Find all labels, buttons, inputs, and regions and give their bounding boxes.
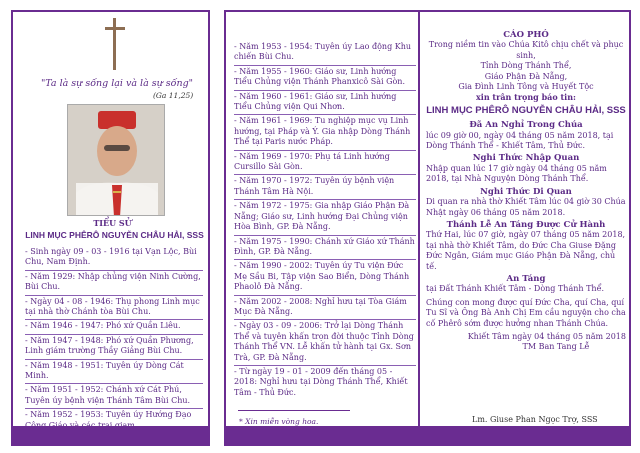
divider — [25, 408, 203, 409]
organization: TM Ban Tang Lễ — [522, 342, 590, 352]
intro-line: Tỉnh Dòng Thánh Thể, — [480, 61, 572, 71]
divider — [234, 65, 416, 66]
section-title: Đã An Nghỉ Trong Chúa — [469, 120, 583, 131]
list-item: - Năm 1953 - 1954: Tuyên úy Lao động Khu chiến Bùi Chu. — [234, 42, 412, 62]
intro-line: Gia Đình Linh Tông và Huyết Tộc — [458, 82, 594, 92]
list-item: - Ngày 04 - 08 - 1946: Thụ phong Linh mục tại nhà thờ Chánh tòa Bùi Chu. — [25, 296, 200, 317]
list-item: - Năm 1960 - 1961: Giáo sư, Linh hướng Tiểu Chủng viện Qui Nhơn. — [234, 91, 397, 112]
list-item: - Năm 1952 - 1953: Tuyên úy Hướng Đạo — [25, 410, 192, 420]
divider — [234, 90, 416, 91]
section-text: Nhập quan lúc 17 giờ ngày 04 tháng 05 năm 2018, tại Nhà Nguyện Dòng Thánh Thể. — [426, 163, 607, 184]
divider — [238, 410, 350, 411]
priest-name: LINH MỤC PHÊRÔ NGUYỄN CHÂU HẢI, SSS — [426, 104, 626, 116]
divider — [234, 259, 416, 260]
priest-name: LINH MỤC PHÊRÔ NGUYỄN CHÂU HẢI, SSS — [25, 230, 204, 240]
section-title: An Táng — [506, 273, 546, 284]
divider — [234, 150, 416, 151]
intro-line: xin trân trọng báo tin: — [476, 92, 576, 103]
divider — [25, 383, 203, 384]
panel-biography-middle — [224, 10, 423, 446]
purple-bottom-bar — [13, 426, 208, 444]
divider — [25, 319, 203, 320]
list-item: - Từ ngày 19 - 01 - 2009 đến tháng 05 - 2018: Nghỉ hưu tại Dòng Thánh Thể, Khiết Tâm - Thủ Đức. — [234, 366, 408, 397]
list-item: - Năm 1955 - 1960: Giáo sư, Linh hướng Tiểu Chủng viện Thánh Phanxicô Sài Gòn. — [234, 66, 405, 87]
biography-heading: TIỂU SỬ — [93, 218, 132, 228]
divider — [234, 174, 416, 175]
divider — [234, 319, 416, 320]
divider — [25, 359, 203, 360]
divider — [234, 295, 416, 296]
divider — [25, 270, 203, 271]
purple-bottom-bar — [226, 426, 421, 444]
section-text: lúc 09 giờ 00, ngày 04 tháng 05 năm 2018, tại Dòng Thánh Thể - Khiết Tâm, Thủ Đức. — [426, 130, 614, 151]
scripture-quote: "Ta là sự sống lại và là sự sống" — [40, 78, 194, 89]
intro-line: Trong niềm tin vào Chúa Kitô chịu chết và phục sinh, — [428, 40, 624, 60]
divider — [234, 199, 416, 200]
list-item: - Năm 1929: Nhập chủng viện Ninh Cường, Bùi Chu. — [25, 271, 201, 292]
panel-obituary — [418, 10, 631, 446]
obituary-content — [426, 30, 626, 353]
divider — [25, 295, 203, 296]
section-text: Di quan ra nhà thờ Khiết Tâm lúc 04 giờ 30 Chúa Nhật ngày 06 tháng 05 năm 2018. — [426, 197, 626, 217]
note-no-wreaths: * Xin miễn vòng hoa. — [239, 417, 319, 426]
list-item: - Năm 1951 - 1952: Chánh xứ Cát Phú, Tuyên úy bệnh viện Thánh Tâm Bùi Chu. — [25, 385, 191, 405]
intro-line: Giáo Phận Đà Nẵng, — [484, 71, 568, 81]
list-item: - Ngày 03 - 09 - 2006: Trở lại Dòng Thánh Thể và tuyên khấn trọn đời thuộc Tỉnh Dòng Thánh Thể VN. Lễ khấn tử hành tại Gx. Sơn Trà, GP. Đà Nẵng. — [234, 321, 414, 362]
section-text: tại Đất Thánh Khiết Tâm - Dòng Thánh Thể. — [426, 284, 605, 294]
list-item: - Năm 1990 - 2002: Tuyên úy Tu viện Đức Mẹ Sầu Bi, Tập viện Sao Biển, Dòng Thánh Phaolô Đà Nẵng. — [234, 261, 410, 292]
list-item: - Năm 1975 - 1990: Chánh xứ Giáo xứ Thánh Đình, GP. Đà Nẵng. — [234, 236, 415, 256]
section-title: Thánh Lễ An Táng Được Cử Hành — [446, 219, 606, 230]
list-item: - Năm 1970 - 1972: Tuyên úy bệnh viện Thánh Tâm Hà Nội. — [234, 176, 395, 196]
biography-list-continued — [234, 42, 416, 398]
date-line: Khiết Tâm ngày 04 tháng 05 năm 2018 — [467, 331, 626, 341]
divider — [234, 235, 416, 236]
list-item: - Năm 1972 - 1975: Gia nhập Giáo Phận Đà Nẵng; Giáo sư, Linh hướng Đại Chủng viện Hòa Bình, GP. Đà Nẵng. — [234, 201, 410, 232]
list-item: - Năm 1948 - 1951: Tuyên úy Dòng Cát Minh. — [25, 360, 184, 381]
crucifix-icon — [105, 18, 125, 70]
list-item: - Năm 2002 - 2008: Nghỉ hưu tại Tòa Giám Mục Đà Nẵng. — [234, 296, 407, 316]
list-item: - Sinh ngày 09 - 03 - 1916 tại Vạn Lộc, Bùi Chu, Nam Định. — [25, 247, 197, 267]
divider — [234, 365, 416, 366]
panel-biography-left — [11, 10, 210, 446]
divider — [234, 114, 416, 115]
signer-name: Lm. Giuse Phan Ngọc Trợ, SSS — [472, 415, 598, 424]
list-item: - Năm 1969 - 1970: Phụ tá Linh hướng Cursillo Sài Gòn. — [234, 151, 390, 172]
divider — [25, 334, 203, 335]
thanks-text: Chúng con mong được quí Đức Cha, quí Cha, quí Tu Sĩ và Ông Bà Anh Chị Em cầu nguyện cho cha cố Phêrô sớm được hưởng nhan Thánh Chúa. — [426, 297, 626, 328]
scripture-reference: (Ga 11,25) — [153, 91, 194, 100]
section-title: Nghi Thức Di Quan — [480, 186, 572, 197]
section-title: Nghi Thức Nhập Quan — [472, 153, 580, 164]
list-item: - Năm 1947 - 1948: Phó xứ Quần Phương, Linh giám trường Thầy Giảng Bùi Chu. — [25, 335, 194, 356]
section-text: Thứ Hai, lúc 07 giờ, ngày 07 tháng 05 năm 2018, tại nhà thờ Khiết Tâm, do Đức Cha Giuse Đặng Đức Ngân, Giám mục Giáo Phận Đà Nẵng, chủ tế. — [426, 230, 626, 271]
obituary-title: CÁO PHÓ — [503, 30, 549, 40]
list-item: - Năm 1946 - 1947: Phó xứ Quần Liêu. — [25, 321, 181, 331]
biography-list — [25, 247, 203, 431]
purple-bottom-bar — [420, 426, 629, 444]
priest-portrait-photo — [67, 104, 165, 216]
list-item: - Năm 1961 - 1969: Tu nghiệp mục vụ Linh hướng, tại Pháp và Ý. Gia nhập Dòng Thánh Thể tại Paris nước Pháp. — [234, 116, 411, 147]
